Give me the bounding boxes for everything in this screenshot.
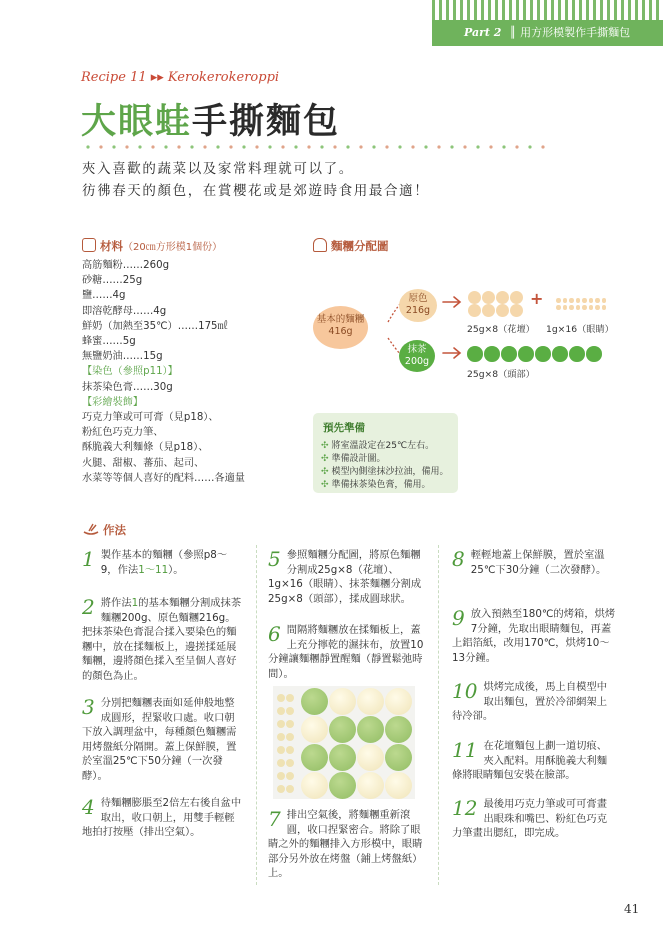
photo-eye-dough xyxy=(286,707,294,715)
rule-dot xyxy=(151,145,154,148)
photo-dough-ball xyxy=(385,744,412,771)
ingredient-item: 抹茶染色膏……30g xyxy=(82,381,173,393)
rule-dot xyxy=(281,145,284,148)
rule-dot xyxy=(99,145,102,148)
eye-dot xyxy=(589,298,594,303)
photo-dough-ball xyxy=(357,688,384,715)
eye-dot xyxy=(556,298,561,303)
photo-dough-ball xyxy=(385,716,412,743)
dough-ball xyxy=(518,346,534,362)
prep-box xyxy=(313,413,458,493)
method-step xyxy=(82,696,242,784)
photo-eye-dough xyxy=(277,694,285,702)
step-number: 10 xyxy=(452,679,478,703)
ingredient-item: 鮮奶（加熱至35℃）……175㎖ xyxy=(82,320,228,332)
step-text: 排出空氣後，將麵糰重新滾圓，收口捏緊密合。將除了眼睛之外的麵糰排入方形模中，眼睛部分另外放在烤盤（鋪上烤盤紙）上。 xyxy=(268,809,423,880)
rule-dot xyxy=(398,145,401,148)
photo-eye-dough xyxy=(277,759,285,767)
eye-dot xyxy=(556,305,561,310)
step-text: 分別把麵糰表面如延伸般地整成圓形，捏緊收口處。收口朝下放入調理盆中，每種顏色麵糰需用烤盤紙分隔開。蓋上保鮮膜，置於室溫25℃下50分鐘（一次發酵）。 xyxy=(82,697,237,782)
dough-ball xyxy=(496,291,509,304)
separator: ║ xyxy=(509,26,517,39)
eye-dot xyxy=(569,305,574,310)
step-text: 間隔將麵糰放在揉麵板上，蓋上充分擰乾的濕抹布，放置10分鐘讓麵糰靜置醒麵（靜置鬆弛時間）。 xyxy=(268,624,424,680)
plain-result-flowers: 25g×8（花壇） xyxy=(467,324,535,335)
ingredient-item: 火腿、甜椒、蕃茄、起司、 xyxy=(82,457,205,469)
rule-dot xyxy=(190,145,193,148)
step-text: 製作基本的麵糰（參照p8～9，作法 xyxy=(100,549,228,576)
rule-dot xyxy=(307,145,310,148)
photo-dough-ball xyxy=(357,772,384,799)
rule-dot xyxy=(424,145,427,148)
method-step xyxy=(268,623,428,681)
photo-dough-ball xyxy=(329,716,356,743)
photo-dough-ball xyxy=(357,744,384,771)
rule-dot xyxy=(359,145,362,148)
dough-photo xyxy=(273,686,415,799)
photo-dough-ball xyxy=(301,772,328,799)
rule-dot xyxy=(86,145,89,148)
clover-icon: ✣ xyxy=(321,467,329,477)
dough-ball xyxy=(535,346,551,362)
eye-dot xyxy=(582,298,587,303)
rule-dot xyxy=(346,145,349,148)
tab-stripes xyxy=(432,0,663,22)
method-step xyxy=(82,548,242,577)
rule-dot xyxy=(372,145,375,148)
photo-eye-dough xyxy=(277,772,285,780)
step-number: 3 xyxy=(82,695,95,719)
scale-icon xyxy=(82,238,96,252)
photo-eye-dough xyxy=(286,720,294,728)
matcha-result-heads: 25g×8（頭部） xyxy=(467,369,535,380)
method-step xyxy=(452,607,616,665)
photo-eye-dough xyxy=(286,694,294,702)
ingredient-item: 高筋麵粉……260g xyxy=(82,260,170,271)
prep-item: ✣ 將室溫設定在25℃左右。 xyxy=(321,441,435,451)
dough-ball xyxy=(586,346,602,362)
photo-eye-dough xyxy=(277,733,285,741)
step-number: 9 xyxy=(452,606,465,630)
method-step xyxy=(268,548,428,606)
plus-sign: + xyxy=(530,289,544,308)
step-text-end: 的基本麵糰分割成抹茶麵糰200g、原色麵糰216g。把抹茶染色膏混合揉入要染色的麵糰中，放在揉麵板上，邊搓揉延展麵糰，邊將顏色揉入至呈個人喜好的顏色為止。 xyxy=(82,597,242,682)
prep-item: ✣ 模型內側塗抹沙拉油，備用。 xyxy=(321,467,449,477)
photo-eye-dough xyxy=(286,733,294,741)
photo-eye-dough xyxy=(286,759,294,767)
rule-dot xyxy=(268,145,271,148)
ingredient-item: 鹽……4g xyxy=(82,290,126,302)
photo-eye-dough xyxy=(286,746,294,754)
photo-eye-dough xyxy=(277,707,285,715)
method-step xyxy=(82,796,242,840)
dough-ball xyxy=(510,291,523,304)
clover-icon: ✣ xyxy=(321,441,329,451)
method-step xyxy=(452,680,616,724)
page-title xyxy=(81,94,340,144)
matcha-dough-label: 抹茶 xyxy=(407,344,427,355)
rule-dot xyxy=(112,145,115,148)
eye-dot xyxy=(563,305,568,310)
decor-header: 【彩繪裝飾】 xyxy=(82,396,144,408)
prep-item: ✣ 準備設計圖。 xyxy=(321,454,386,464)
dough-ball xyxy=(467,346,483,362)
eye-dot xyxy=(602,298,607,303)
photo-eye-dough xyxy=(286,772,294,780)
step-number: 5 xyxy=(268,547,281,571)
ingredients-subtitle: （20㎝方形模1個份） xyxy=(123,242,223,253)
photo-dough-ball xyxy=(329,744,356,771)
photo-eye-dough xyxy=(277,746,285,754)
dough-division-title: 麵糰分配圖 xyxy=(313,238,389,254)
eye-dot xyxy=(576,305,581,310)
photo-dough-ball xyxy=(301,716,328,743)
rule-dot xyxy=(502,145,505,148)
ingredients-title: 材料（20㎝方形模1個份） xyxy=(82,238,222,254)
step-number: 11 xyxy=(452,738,478,762)
dough-ball xyxy=(468,304,481,317)
plain-dough xyxy=(399,289,437,322)
chapter-band xyxy=(432,20,663,46)
rule-dot xyxy=(528,145,531,148)
method-title: 作法 xyxy=(82,522,126,538)
dough-ball xyxy=(569,346,585,362)
title-rest: 手撕麵包 xyxy=(192,102,341,142)
method-step xyxy=(268,808,428,881)
eye-dot xyxy=(595,298,600,303)
step-text: 待麵糰膨脹至2倍左右後自盆中取出，收口朝上，用雙手輕輕地拍打按壓（排出空氣）。 xyxy=(82,797,242,839)
rule-dot xyxy=(385,145,388,148)
title-dotted-rule xyxy=(82,142,552,152)
eye-dot xyxy=(602,305,607,310)
rule-dot xyxy=(463,145,466,148)
step-text-end: ）。 xyxy=(168,563,184,576)
clover-icon: ✣ xyxy=(321,480,329,490)
step-text: 烘烤完成後，馬上自模型中取出麵包，置於冷卻網架上待冷卻。 xyxy=(452,681,608,723)
base-dough xyxy=(313,306,368,349)
eye-dot xyxy=(563,298,568,303)
matcha-dough xyxy=(399,340,435,372)
rule-dot xyxy=(541,145,544,148)
intro-line: 夾入喜歡的蔬菜以及家常料理就可以了。 xyxy=(82,161,354,177)
ingredients-list xyxy=(82,258,245,486)
method-step xyxy=(452,548,616,577)
page-number: 41 xyxy=(624,902,640,916)
ingredient-item: 砂糖……25g xyxy=(82,275,143,287)
plain-result-eyes: 1g×16（眼睛） xyxy=(546,324,614,335)
ingredient-item: 粉紅色巧克力筆、 xyxy=(82,427,164,439)
photo-dough-ball xyxy=(385,772,412,799)
step-text: 放入預熱至180℃的烤箱，烘烤7分鐘，先取出眼睛麵包，再蓋上鋁箔紙，改用170℃，烘烤10～13分鐘。 xyxy=(452,608,616,664)
whisk-icon xyxy=(82,522,100,536)
step-number: 4 xyxy=(82,795,95,819)
step-text: 在花壇麵包上劃一道切痕、夾入配料。用酥脆義大利麵條將眼睛麵包安裝在臉部。 xyxy=(452,740,608,782)
rule-dot xyxy=(411,145,414,148)
rule-dot xyxy=(216,145,219,148)
color-header: 【染色（參照p11）】 xyxy=(82,366,178,378)
plain-dough-label: 原色 xyxy=(408,293,428,304)
eye-dot xyxy=(595,305,600,310)
photo-dough-ball xyxy=(357,716,384,743)
step-number: 6 xyxy=(268,622,281,646)
rule-dot xyxy=(203,145,206,148)
eye-dot xyxy=(569,298,574,303)
dough-ball xyxy=(482,291,495,304)
eye-dot xyxy=(576,298,581,303)
ingredient-item: 酥脆義大利麵條（見p18）、 xyxy=(82,442,209,454)
step-text: 參照麵糰分配圖，將原色麵糰分割成25g×8（花壇）、1g×16（眼睛）、抹茶麵糰分割成25g×8（頭部），揉成圓球狀。 xyxy=(268,549,422,605)
ingredient-item: 無鹽奶油……15g xyxy=(82,351,163,363)
method-step xyxy=(452,797,616,841)
step-text: 將作法 xyxy=(100,597,132,609)
part-label: Part 2 xyxy=(464,26,502,39)
prep-item: ✣ 準備抹茶染色膏，備用。 xyxy=(321,480,431,490)
photo-dough-ball xyxy=(385,688,412,715)
method-step xyxy=(82,596,242,684)
rule-dot xyxy=(476,145,479,148)
rule-dot xyxy=(333,145,336,148)
column-divider xyxy=(256,545,257,885)
rule-dot xyxy=(320,145,323,148)
rule-dot xyxy=(164,145,167,148)
photo-eye-dough xyxy=(277,785,285,793)
step-text: 輕輕地蓋上保鮮膜，置於室溫25℃下30分鐘（二次發酵）。 xyxy=(470,549,607,576)
rule-dot xyxy=(450,145,453,148)
base-dough-label: 基本的麵糰 xyxy=(316,314,365,325)
dough-ball xyxy=(482,304,495,317)
photo-eye-dough xyxy=(277,720,285,728)
method-step xyxy=(452,739,616,783)
prep-title: 預先準備 xyxy=(323,422,365,434)
eye-dot xyxy=(589,305,594,310)
step-number: 12 xyxy=(452,796,478,820)
step-number: 2 xyxy=(82,595,95,619)
dough-ball xyxy=(484,346,500,362)
bread-icon xyxy=(313,238,327,252)
intro-text xyxy=(82,158,429,202)
dough-ball xyxy=(496,304,509,317)
dough-ball xyxy=(510,304,523,317)
title-green: 大眼蛙 xyxy=(81,102,193,142)
rule-dot xyxy=(125,145,128,148)
clover-icon: ✣ xyxy=(321,454,329,464)
section-label: 用方形模製作手撕麵包 xyxy=(520,26,631,39)
chapter-tab xyxy=(432,0,663,50)
step-text: 最後用巧克力筆或可可膏畫出眼珠和嘴巴、粉紅色巧克力筆畫出腮紅，即完成。 xyxy=(452,798,608,840)
photo-eye-dough xyxy=(286,785,294,793)
rule-dot xyxy=(515,145,518,148)
step-number: 7 xyxy=(268,807,281,831)
rule-dot xyxy=(242,145,245,148)
rule-dot xyxy=(437,145,440,148)
step-number: 8 xyxy=(452,547,465,571)
matcha-dough-weight: 200g xyxy=(404,356,430,367)
intro-line: 彷彿春天的顏色，在賞櫻花或是郊遊時食用最合適！ xyxy=(82,183,430,199)
step-reference: 1～11 xyxy=(138,563,169,576)
photo-dough-ball xyxy=(329,772,356,799)
plain-dough-weight: 216g xyxy=(405,305,431,316)
photo-dough-ball xyxy=(301,688,328,715)
step-number: 1 xyxy=(82,547,95,571)
eye-dot xyxy=(582,305,587,310)
ingredient-item: 巧克力筆或可可膏（見p18）、 xyxy=(82,412,219,424)
dough-ball xyxy=(552,346,568,362)
rule-dot xyxy=(255,145,258,148)
ingredient-item: 即溶乾酵母……4g xyxy=(82,305,167,317)
rule-dot xyxy=(138,145,141,148)
rule-dot xyxy=(229,145,232,148)
dough-ball xyxy=(468,291,481,304)
dough-ball xyxy=(501,346,517,362)
rule-dot xyxy=(294,145,297,148)
rule-dot xyxy=(177,145,180,148)
ingredient-item: 水菜等等個人喜好的配料……各適量 xyxy=(82,472,245,484)
base-dough-weight: 416g xyxy=(328,326,353,337)
photo-dough-ball xyxy=(329,688,356,715)
step-reference: 1 xyxy=(131,597,139,609)
ingredient-item: 蜂蜜……5g xyxy=(82,336,136,348)
photo-dough-ball xyxy=(301,744,328,771)
column-divider xyxy=(438,545,439,885)
recipe-label: Recipe 11 ▸▸ Kerokerokeroppi xyxy=(81,70,280,85)
rule-dot xyxy=(489,145,492,148)
